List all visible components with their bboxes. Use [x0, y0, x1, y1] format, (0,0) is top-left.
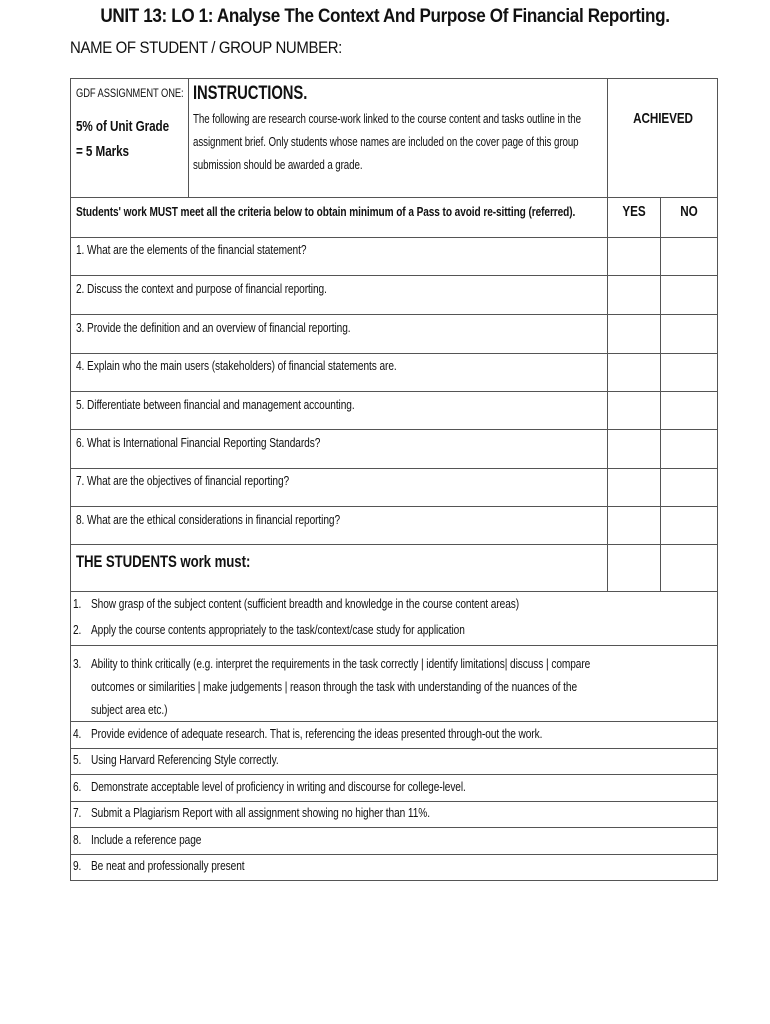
list-item: Submit a Plagiarism Report with all assignment showing no higher than 11%. [91, 805, 430, 820]
list-divider [70, 854, 718, 855]
list-item: Show grasp of the subject content (sufficient breadth and knowledge in the course content areas) [91, 596, 520, 611]
list-item-line: Ability to think critically (e.g. interpret the requirements in the task correctly | identify limitations| discuss | compare [91, 656, 591, 671]
row-divider [70, 468, 718, 469]
list-item: Using Harvard Referencing Style correctly. [91, 752, 279, 767]
table-right-border [717, 78, 718, 881]
instructions-line: assignment brief. Only students whose names are included on the cover page of this group [193, 135, 579, 149]
list-item: Include a reference page [91, 832, 202, 847]
row-divider [70, 275, 718, 276]
assignment-label: GDF ASSIGNMENT ONE: [76, 86, 184, 100]
students-work-heading [76, 552, 250, 572]
list-item-number: 7. [73, 805, 82, 820]
table-left-border [70, 78, 71, 881]
list-item: Be neat and professionally present [91, 858, 245, 873]
assignment-divider [188, 78, 189, 197]
criteria-header: Students' work MUST meet all the criteria below to obtain minimum of a Pass to avoid re-sitting (referred). [76, 204, 576, 219]
list-item: Demonstrate acceptable level of proficiency in writing and discourse for college-level. [91, 779, 466, 794]
list-item-line: subject area etc.) [91, 702, 168, 717]
assessment-table [70, 78, 718, 881]
list-divider [70, 827, 718, 828]
question-row: 6. What is International Financial Reporting Standards? [76, 435, 321, 450]
question-row: 3. Provide the definition and an overview of financial reporting. [76, 320, 351, 335]
list-divider [70, 774, 718, 775]
achieved-label: ACHIEVED [633, 110, 693, 127]
row-divider [70, 237, 718, 238]
row-divider [70, 506, 718, 507]
list-item-line: outcomes or similarities | make judgements | reason through the task with understanding of the nuances of the [91, 679, 578, 694]
table-bottom-border [70, 880, 718, 881]
table-top-border [70, 78, 718, 79]
row-divider [70, 353, 718, 354]
row-divider [70, 591, 718, 592]
yes-column-left-divider [607, 78, 608, 591]
list-item: Apply the course contents appropriately to the task/context/case study for application [91, 622, 465, 637]
instructions-line: submission should be awarded a grade. [193, 158, 363, 172]
yes-column-header: YES [622, 203, 646, 220]
list-item-number: 8. [73, 832, 82, 847]
list-item-number: 4. [73, 726, 82, 741]
students-work-heading-rest: work must: [176, 552, 251, 571]
question-row: 5. Differentiate between financial and management accounting. [76, 397, 355, 412]
row-divider [70, 429, 718, 430]
list-divider [70, 721, 718, 722]
list-item-number: 6. [73, 779, 82, 794]
student-group-line: NAME OF STUDENT / GROUP NUMBER: [70, 38, 342, 57]
list-item-number: 1. [73, 596, 82, 611]
question-row: 1. What are the elements of the financial statement? [76, 242, 307, 257]
list-divider [70, 748, 718, 749]
grade-marks: = 5 Marks [76, 143, 129, 160]
students-work-heading-bold: THE STUDENTS [76, 552, 177, 571]
list-item-number: 2. [73, 622, 82, 637]
question-row: 7. What are the objectives of financial reporting? [76, 473, 290, 488]
assignment-box-bottom [70, 197, 718, 198]
row-divider [70, 391, 718, 392]
row-divider [70, 314, 718, 315]
list-divider [70, 801, 718, 802]
no-column-header: NO [680, 203, 698, 220]
list-divider [70, 645, 718, 646]
list-item-number: 9. [73, 858, 82, 873]
question-row: 4. Explain who the main users (stakeholders) of financial statements are. [76, 358, 397, 373]
yes-no-divider [660, 197, 661, 591]
question-row: 8. What are the ethical considerations in financial reporting? [76, 512, 341, 527]
list-item-number: 5. [73, 752, 82, 767]
question-row: 2. Discuss the context and purpose of financial reporting. [76, 281, 327, 296]
list-item-number: 3. [73, 656, 82, 671]
instructions-line: The following are research course-work linked to the course content and tasks outline in the [193, 112, 581, 126]
document-title: UNIT 13: LO 1: Analyse The Context And Purpose Of Financial Reporting. [100, 6, 670, 27]
grade-weight: 5% of Unit Grade [76, 118, 170, 135]
row-divider [70, 544, 718, 545]
instructions-heading: INSTRUCTIONS. [193, 83, 308, 104]
list-item: Provide evidence of adequate research. That is, referencing the ideas presented through-out the work. [91, 726, 543, 741]
